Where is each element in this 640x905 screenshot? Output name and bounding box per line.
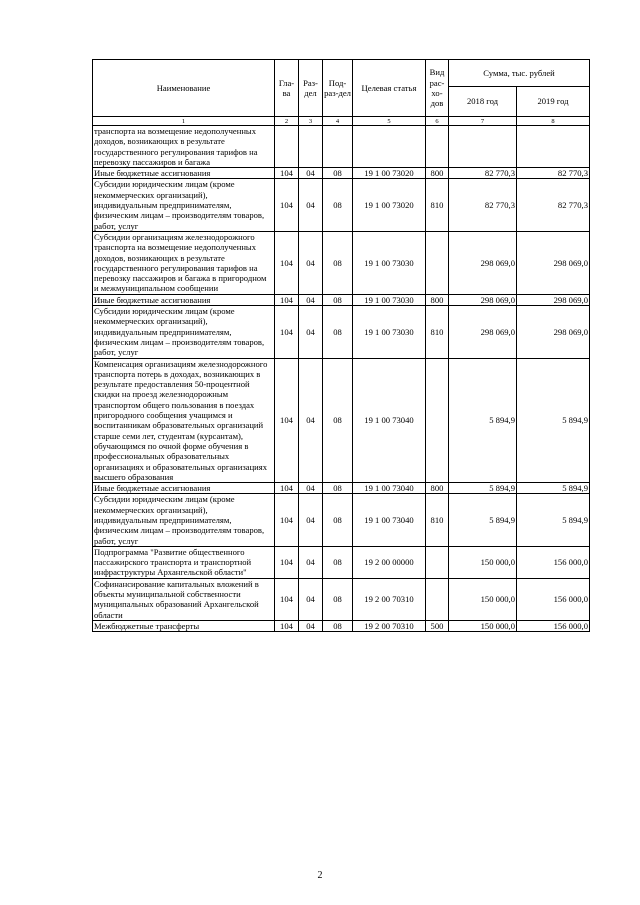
row-vid <box>426 126 449 168</box>
budget-table <box>92 59 590 632</box>
row-name: Иные бюджетные ассигнования <box>93 483 275 494</box>
row-glava <box>275 126 299 168</box>
table-row <box>93 168 590 179</box>
row-podrazdel: 08 <box>323 578 353 620</box>
row-sum-2019: 156 000,0 <box>517 546 590 578</box>
row-name: Межбюджетные трансферты <box>93 620 275 631</box>
row-target: 19 1 00 73030 <box>353 231 426 294</box>
row-name: Подпрограмма "Развитие общественного пассажирского транспорта и транспортной инфраструктуры Архангельской области" <box>93 546 275 578</box>
table-row <box>93 483 590 494</box>
row-sum-2019: 156 000,0 <box>517 578 590 620</box>
row-sum-2018: 82 770,3 <box>449 168 517 179</box>
row-glava: 104 <box>275 231 299 294</box>
row-glava: 104 <box>275 358 299 483</box>
table-row <box>93 578 590 620</box>
table-row <box>93 231 590 294</box>
row-vid <box>426 546 449 578</box>
column-number: 7 <box>449 117 517 126</box>
row-sum-2019: 5 894,9 <box>517 483 590 494</box>
row-podrazdel: 08 <box>323 168 353 179</box>
row-sum-2018: 298 069,0 <box>449 231 517 294</box>
row-podrazdel: 08 <box>323 231 353 294</box>
row-sum-2018: 5 894,9 <box>449 358 517 483</box>
table-row <box>93 126 590 168</box>
row-podrazdel: 08 <box>323 294 353 305</box>
row-vid: 810 <box>426 494 449 546</box>
row-razdel: 04 <box>299 494 323 546</box>
row-vid: 500 <box>426 620 449 631</box>
column-number: 5 <box>353 117 426 126</box>
row-sum-2018 <box>449 126 517 168</box>
row-target: 19 1 00 73030 <box>353 306 426 358</box>
row-vid: 800 <box>426 168 449 179</box>
column-number: 1 <box>93 117 275 126</box>
row-razdel: 04 <box>299 306 323 358</box>
row-sum-2019: 156 000,0 <box>517 620 590 631</box>
row-sum-2018: 298 069,0 <box>449 294 517 305</box>
row-glava: 104 <box>275 294 299 305</box>
row-name: Иные бюджетные ассигнования <box>93 168 275 179</box>
column-number: 2 <box>275 117 299 126</box>
row-name: Компенсация организациям железнодорожного транспорта потерь в доходах, возникающих в результате предоставления 50-процентной скидки на проезд железнодорожным транспортом общего пользования в поездах пригородного сообщения учащимся и воспитанникам образовательных организаций старше семи лет, студентам (курсантам), обучающимся по очной форме обучения в профессиональных образовательных организациях и образовательных организациях высшего образования <box>93 358 275 483</box>
row-razdel: 04 <box>299 294 323 305</box>
header-razdel: Раз-дел <box>299 60 323 117</box>
row-vid: 800 <box>426 294 449 305</box>
row-sum-2019: 298 069,0 <box>517 231 590 294</box>
row-target: 19 1 00 73040 <box>353 483 426 494</box>
row-razdel: 04 <box>299 620 323 631</box>
row-podrazdel: 08 <box>323 358 353 483</box>
row-name: Субсидии организациям железнодорожного транспорта на возмещение недополученных доходов, возникающих в результате государственного регулирования тарифов на перевозку пассажиров и багажа в пригородном и межмуниципальном сообщении <box>93 231 275 294</box>
row-vid <box>426 578 449 620</box>
row-sum-2019 <box>517 126 590 168</box>
header-sum: Сумма, тыс. рублей <box>449 60 590 87</box>
column-numbers-row <box>93 117 590 126</box>
row-glava: 104 <box>275 179 299 231</box>
row-glava: 104 <box>275 168 299 179</box>
row-glava: 104 <box>275 620 299 631</box>
row-target: 19 1 00 73020 <box>353 179 426 231</box>
row-razdel: 04 <box>299 578 323 620</box>
row-glava: 104 <box>275 483 299 494</box>
row-target: 19 2 00 70310 <box>353 578 426 620</box>
row-target: 19 1 00 73040 <box>353 494 426 546</box>
table-row <box>93 620 590 631</box>
row-razdel: 04 <box>299 483 323 494</box>
header-name: Наименование <box>93 60 275 117</box>
row-vid <box>426 358 449 483</box>
table-row <box>93 494 590 546</box>
table-row <box>93 294 590 305</box>
row-vid: 810 <box>426 306 449 358</box>
row-name: Софинансирование капитальных вложений в объекты муниципальной собственности муниципальных образований Архангельской области <box>93 578 275 620</box>
row-sum-2019: 5 894,9 <box>517 358 590 483</box>
table-row <box>93 179 590 231</box>
row-glava: 104 <box>275 494 299 546</box>
row-podrazdel: 08 <box>323 306 353 358</box>
table-row <box>93 306 590 358</box>
row-sum-2018: 298 069,0 <box>449 306 517 358</box>
header-target: Целевая статья <box>353 60 426 117</box>
table-row <box>93 358 590 483</box>
row-target: 19 2 00 00000 <box>353 546 426 578</box>
row-name: транспорта на возмещение недополученных доходов, возникающих в результате государственного регулирования тарифов на перевозку пассажиров и багажа <box>93 126 275 168</box>
row-sum-2018: 150 000,0 <box>449 578 517 620</box>
row-vid: 800 <box>426 483 449 494</box>
row-target: 19 1 00 73040 <box>353 358 426 483</box>
row-sum-2019: 82 770,3 <box>517 168 590 179</box>
row-podrazdel: 08 <box>323 494 353 546</box>
row-vid: 810 <box>426 179 449 231</box>
header-year-2019: 2019 год <box>517 87 590 117</box>
row-razdel: 04 <box>299 179 323 231</box>
row-podrazdel: 08 <box>323 620 353 631</box>
column-number: 3 <box>299 117 323 126</box>
row-target: 19 2 00 70310 <box>353 620 426 631</box>
row-sum-2019: 298 069,0 <box>517 294 590 305</box>
row-podrazdel <box>323 126 353 168</box>
row-sum-2018: 82 770,3 <box>449 179 517 231</box>
row-podrazdel: 08 <box>323 546 353 578</box>
header-podrazdel: Под-раз-дел <box>323 60 353 117</box>
row-razdel <box>299 126 323 168</box>
row-razdel: 04 <box>299 168 323 179</box>
row-podrazdel: 08 <box>323 179 353 231</box>
row-podrazdel: 08 <box>323 483 353 494</box>
table-body <box>93 126 590 632</box>
row-name: Субсидии юридическим лицам (кроме некоммерческих организаций), индивидуальным предпринимателям, физическим лицам – производителям товаров, работ, услуг <box>93 179 275 231</box>
row-sum-2018: 5 894,9 <box>449 483 517 494</box>
header-row <box>93 60 590 87</box>
column-number: 6 <box>426 117 449 126</box>
row-sum-2019: 82 770,3 <box>517 179 590 231</box>
row-razdel: 04 <box>299 358 323 483</box>
row-razdel: 04 <box>299 231 323 294</box>
row-sum-2019: 5 894,9 <box>517 494 590 546</box>
row-target <box>353 126 426 168</box>
table-row <box>93 546 590 578</box>
row-sum-2018: 150 000,0 <box>449 620 517 631</box>
header-glava: Гла-ва <box>275 60 299 117</box>
row-name: Иные бюджетные ассигнования <box>93 294 275 305</box>
row-sum-2019: 298 069,0 <box>517 306 590 358</box>
row-target: 19 1 00 73020 <box>353 168 426 179</box>
page-number: 2 <box>317 870 323 881</box>
header-vid: Вид рас-хо-дов <box>426 60 449 117</box>
row-glava: 104 <box>275 546 299 578</box>
column-number: 4 <box>323 117 353 126</box>
row-glava: 104 <box>275 578 299 620</box>
row-razdel: 04 <box>299 546 323 578</box>
row-sum-2018: 150 000,0 <box>449 546 517 578</box>
header-year-2018: 2018 год <box>449 87 517 117</box>
row-sum-2018: 5 894,9 <box>449 494 517 546</box>
row-vid <box>426 231 449 294</box>
row-name: Субсидии юридическим лицам (кроме некоммерческих организаций), индивидуальным предпринимателям, физическим лицам – производителям товаров, работ, услуг <box>93 306 275 358</box>
row-glava: 104 <box>275 306 299 358</box>
row-target: 19 1 00 73030 <box>353 294 426 305</box>
row-name: Субсидии юридическим лицам (кроме некоммерческих организаций), индивидуальным предпринимателям, физическим лицам – производителям товаров, работ, услуг <box>93 494 275 546</box>
column-number: 8 <box>517 117 590 126</box>
